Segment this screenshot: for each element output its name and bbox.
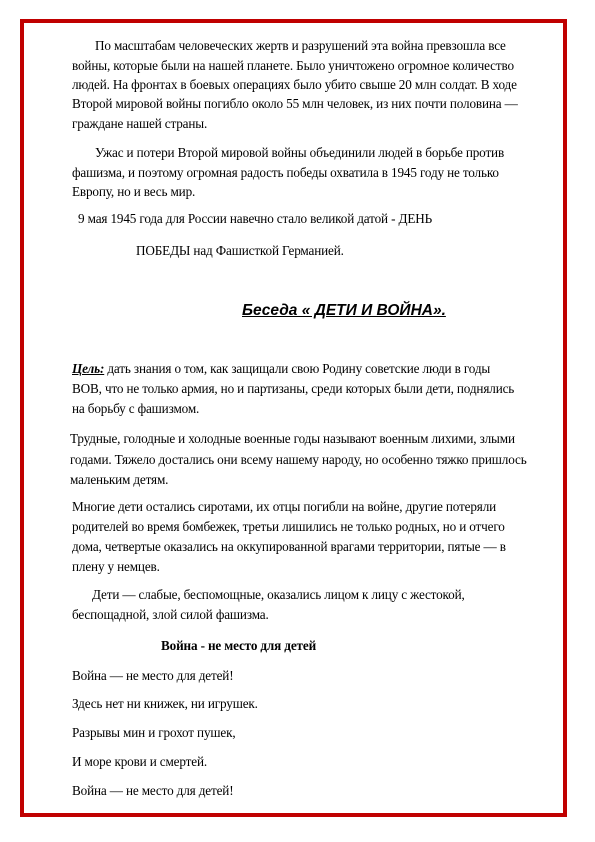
paragraph-5-line-2: родителей во время бомбежек, третьи лишились не только родных, но и отчего	[72, 519, 505, 534]
paragraph-1-line-3: людей. На фронтах в боевых операциях было убито свыше 20 млн солдат. В ходе	[72, 77, 517, 92]
paragraph-1-line-5: граждане нашей страны.	[72, 116, 208, 131]
paragraph-1-line-4: Второй мировой войны погибло около 55 млн человек, из них почти половина —	[72, 96, 518, 111]
paragraph-3-line-1: 9 мая 1945 года для России навечно стало великой датой - ДЕНЬ	[78, 211, 433, 226]
paragraph-4-line-2: годами. Тяжело достались они всему нашему народу, но особенно тяжко пришлось	[70, 452, 527, 467]
paragraph-5-line-3: дома, четвертые оказались на оккупированной врагами территории, пятые — в	[72, 539, 506, 554]
poem-title: Война - не место для детей	[161, 638, 317, 653]
goal-line-2: ВОВ, что не только армия, но и партизаны, среди которых были дети, поднялись	[72, 381, 515, 396]
goal-text-1: дать знания о том, как защищали свою Родину советские люди в годы	[104, 361, 491, 376]
paragraph-6-line-1: Дети — слабые, беспомощные, оказались лицом к лицу с жестокой,	[92, 587, 465, 602]
poem-line-5: Война — не место для детей!	[72, 783, 234, 798]
paragraph-1-line-2: войны, которые были на нашей планете. Было уничтожено огромное количество	[72, 58, 514, 73]
poem-line-4: И море крови и смертей.	[72, 754, 208, 769]
paragraph-2-line-2: фашизма, и поэтому огромная радость победы охватила в 1945 году не только	[72, 165, 499, 180]
poem-line-1: Война — не место для детей!	[72, 668, 234, 683]
conversation-heading: Беседа « ДЕТИ И ВОЙНА».	[242, 302, 446, 319]
paragraph-4-line-3: маленьким детям.	[70, 472, 169, 487]
goal-label: Цель:	[72, 361, 105, 376]
paragraph-3-line-2: ПОБЕДЫ над Фашисткой Германией.	[136, 243, 344, 258]
paragraph-5-line-1: Многие дети остались сиротами, их отцы погибли на войне, другие потеряли	[72, 499, 497, 514]
goal-line-1	[72, 361, 490, 377]
poem-line-2: Здесь нет ни книжек, ни игрушек.	[72, 696, 258, 711]
paragraph-1-line-1: По масштабам человеческих жертв и разрушений эта война превзошла все	[95, 38, 506, 53]
paragraph-2-line-1: Ужас и потери Второй мировой войны объединили людей в борьбе против	[95, 145, 505, 160]
paragraph-4-line-1: Трудные, голодные и холодные военные годы называют военным лихими, злыми	[70, 431, 515, 446]
paragraph-6-line-2: беспощадной, злой силой фашизма.	[72, 607, 269, 622]
poem-line-3: Разрывы мин и грохот пушек,	[72, 725, 236, 740]
paragraph-2-line-3: Европу, но и весь мир.	[72, 184, 196, 199]
paragraph-5-line-4: плену у немцев.	[72, 559, 160, 574]
goal-line-3: на борьбу с фашизмом.	[72, 401, 200, 416]
